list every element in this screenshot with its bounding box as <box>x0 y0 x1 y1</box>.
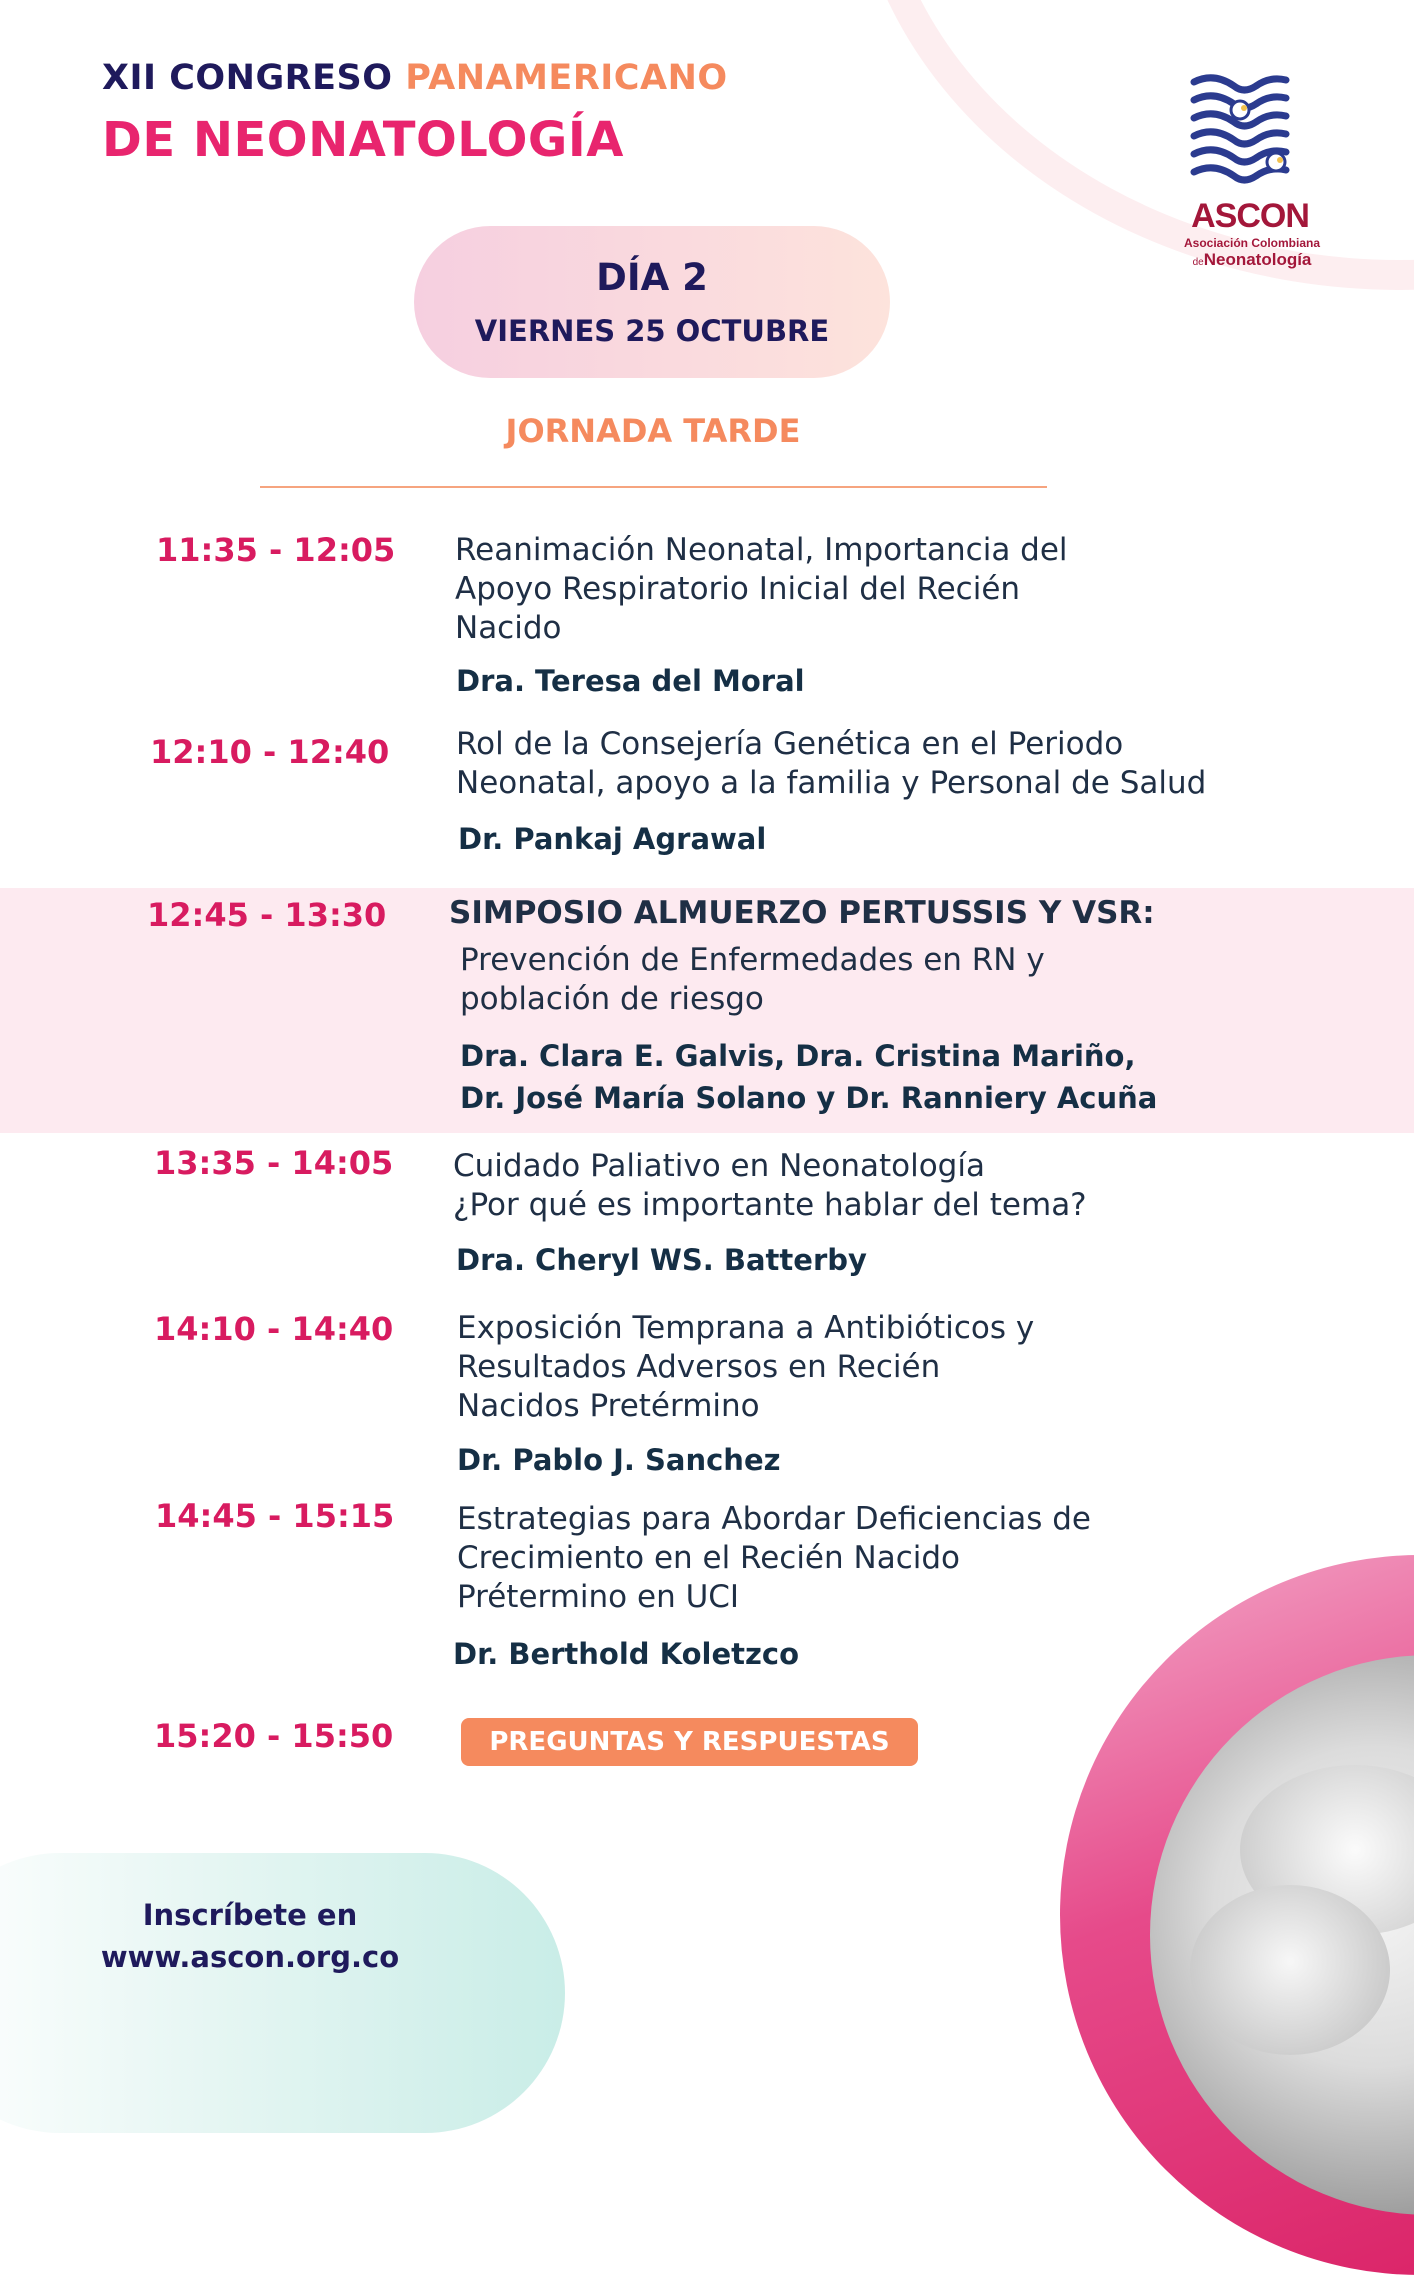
talk-title-line: Rol de la Consejería Genética en el Periodo <box>456 726 1124 762</box>
talk-title-line: población de riesgo <box>460 981 764 1017</box>
logo-name: ASCON <box>1191 197 1309 235</box>
schedule-time: 13:35 - 14:05 <box>154 1144 394 1182</box>
day-label: DÍA 2 <box>596 256 708 299</box>
logo-subtitle-prefix: de <box>1192 257 1204 268</box>
talk-title-line: Reanimación Neonatal, Importancia del <box>455 532 1068 568</box>
talk-title-line: Cuidado Paliativo en Neonatología <box>453 1148 985 1184</box>
talk-title-line: Exposición Temprana a Antibióticos y <box>457 1310 1035 1346</box>
talk-title-line: Neonatal, apoyo a la familia y Personal de Salud <box>456 765 1207 801</box>
talk-title <box>460 941 1045 1019</box>
talk-title <box>457 1309 1034 1426</box>
schedule-time: 14:10 - 14:40 <box>154 1310 394 1348</box>
speaker-names <box>460 1035 1157 1119</box>
logo-subtitle-line2 <box>1172 250 1332 270</box>
logo-subtitle-main: Neonatología <box>1203 250 1312 269</box>
congress-title-part2: PANAMERICANO <box>405 58 728 98</box>
congress-title-line1 <box>102 58 728 98</box>
talk-title <box>457 1500 1091 1617</box>
schedule-time: 12:10 - 12:40 <box>150 733 390 771</box>
schedule-time: 11:35 - 12:05 <box>156 531 396 569</box>
congress-title-part1: XII CONGRESO <box>102 58 393 98</box>
speaker-name-line: Dra. Clara E. Galvis, Dra. Cristina Mariño, <box>460 1039 1136 1073</box>
divider <box>260 486 1047 488</box>
logo-subtitle-line1: Asociación Colombiana <box>1183 236 1321 250</box>
talk-title-line: Nacido <box>455 610 562 646</box>
talk-title-line: Estrategias para Abordar Deficiencias de <box>457 1501 1092 1537</box>
schedule-time: 12:45 - 13:30 <box>147 896 387 934</box>
registration-link[interactable]: www.ascon.org.co <box>100 1940 400 1974</box>
talk-title-line: Nacidos Pretérmino <box>457 1388 760 1424</box>
speaker-name: Dr. Pablo J. Sanchez <box>457 1443 781 1477</box>
speaker-name: Dra. Cheryl WS. Batterby <box>456 1243 867 1277</box>
session-title: JORNADA TARDE <box>505 412 801 450</box>
talk-title-line: Crecimiento en el Recién Nacido <box>457 1540 960 1576</box>
speaker-name: Dr. Pankaj Agrawal <box>458 822 767 856</box>
talk-title-line: Prevención de Enfermedades en RN y <box>460 942 1045 978</box>
speaker-name: Dr. Berthold Koletzco <box>453 1637 800 1671</box>
talk-title-line: Apoyo Respiratorio Inicial del Recién <box>455 571 1021 607</box>
baby-face <box>1190 1885 1390 2055</box>
talk-title-line: Prétermino en UCI <box>457 1579 740 1615</box>
speaker-name: Dra. Teresa del Moral <box>456 664 805 698</box>
talk-title-line: Resultados Adversos en Recién <box>457 1349 941 1385</box>
talk-title <box>455 531 1068 648</box>
talk-title-line: ¿Por qué es importante hablar del tema? <box>453 1187 1087 1223</box>
speaker-name-line: Dr. José María Solano y Dr. Ranniery Acuña <box>460 1081 1158 1115</box>
registration-text: Inscríbete en <box>142 1898 358 1932</box>
schedule-time: 15:20 - 15:50 <box>154 1717 394 1755</box>
day-date: VIERNES 25 OCTUBRE <box>474 314 830 348</box>
day-badge <box>414 226 890 378</box>
schedule-time: 14:45 - 15:15 <box>155 1497 395 1535</box>
symposium-title: SIMPOSIO ALMUERZO PERTUSSIS Y VSR: <box>449 895 1155 931</box>
qa-badge: PREGUNTAS Y RESPUESTAS <box>461 1718 918 1766</box>
footer-background <box>0 1853 565 2133</box>
talk-title <box>456 725 1206 803</box>
talk-title <box>453 1147 1087 1225</box>
congress-title-line2: DE NEONATOLOGÍA <box>102 112 624 168</box>
